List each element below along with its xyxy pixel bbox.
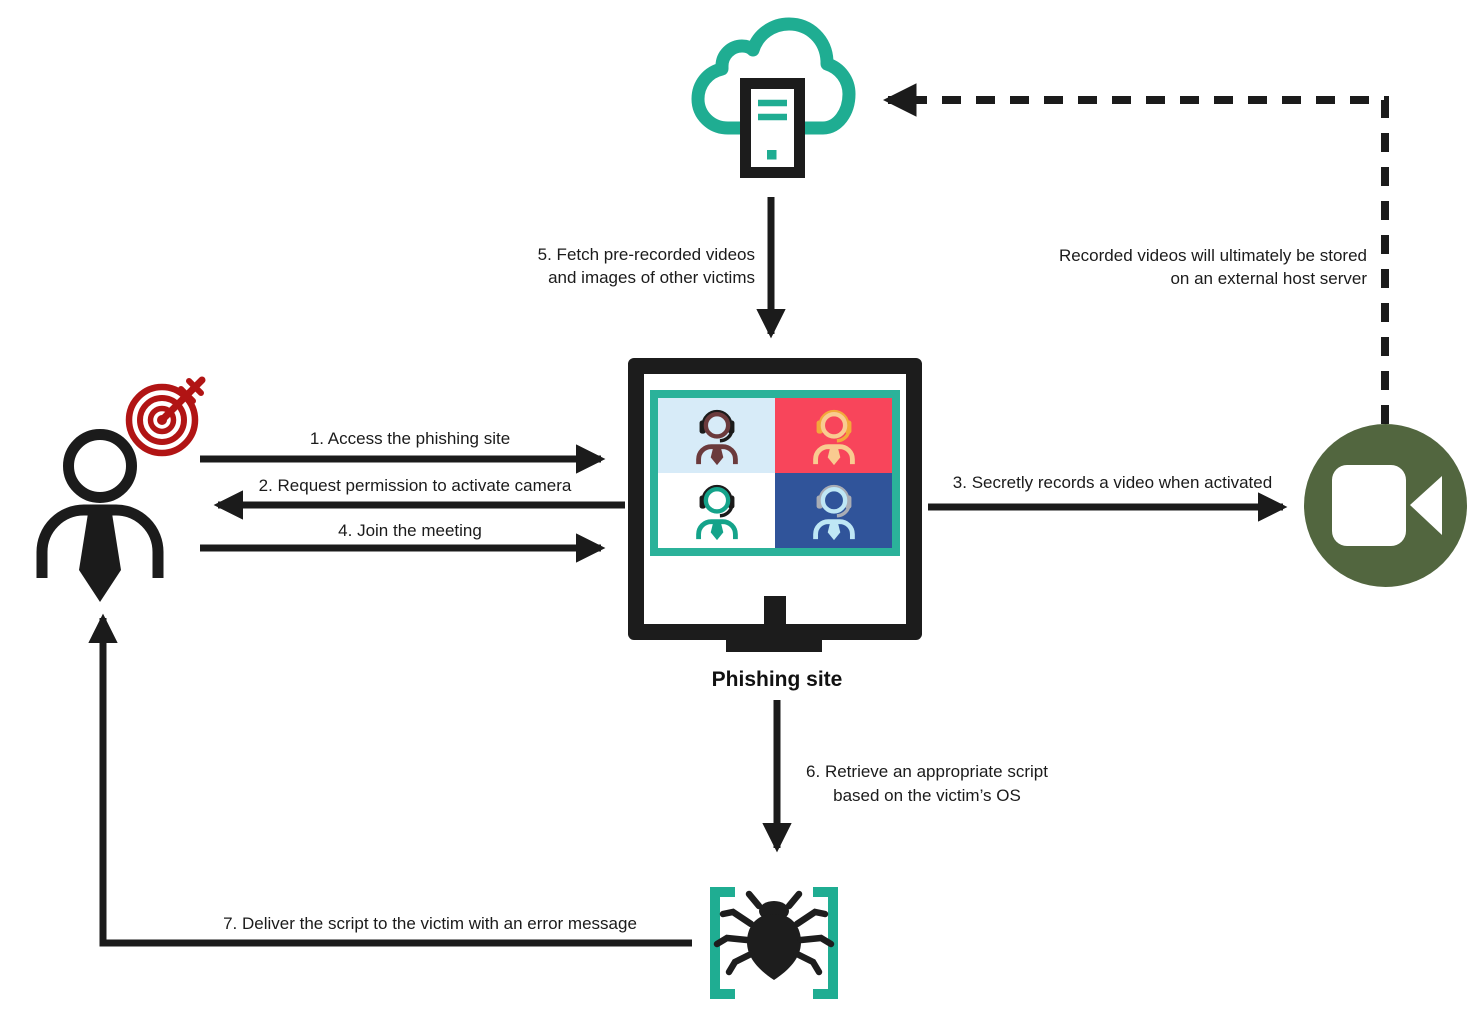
participant-tile-teal	[658, 473, 775, 548]
monitor-stand-base	[726, 632, 822, 652]
bug-body	[717, 894, 831, 980]
video-call-screen	[650, 390, 900, 556]
video-camera-glyph	[1304, 424, 1467, 587]
label-step6-line2: based on the victim’s OS	[833, 786, 1021, 805]
label-step7: 7. Deliver the script to the victim with an error message	[223, 914, 637, 933]
victim-tie	[79, 507, 121, 602]
label-step4: 4. Join the meeting	[338, 521, 482, 540]
label-step5	[538, 243, 755, 289]
participant-avatar-icon	[686, 477, 748, 545]
server-led	[767, 150, 777, 160]
participant-tile-lightblue	[775, 473, 892, 548]
cloud-server-icon	[688, 16, 856, 186]
participant-avatar-icon	[803, 402, 865, 470]
label-step5-line1: 5. Fetch pre-recorded videos	[537, 245, 755, 264]
label-step5-line2: and images of other victims	[548, 268, 755, 287]
participant-avatar-icon	[686, 402, 748, 470]
label-stored-line1: Recorded videos will ultimately be stored	[1058, 246, 1367, 265]
participant-avatar-icon	[803, 477, 865, 545]
label-step3: 3. Secretly records a video when activated	[952, 473, 1273, 492]
label-step6	[777, 760, 1077, 808]
label-step6-line1: 6. Retrieve an appropriate script	[806, 762, 1048, 781]
video-camera-icon	[1304, 424, 1467, 587]
monitor-stand-neck	[764, 596, 786, 634]
participant-tile-maroon	[658, 398, 775, 473]
phishing-site-title: Phishing site	[711, 668, 843, 691]
label-stored-note	[1059, 244, 1367, 290]
target-icon	[118, 374, 214, 466]
label-stored-line2: on an external host server	[1170, 269, 1367, 288]
arrow-step7-script-to-victim	[103, 618, 692, 943]
label-step2: 2. Request permission to activate camera	[258, 476, 572, 495]
malware-bug-icon	[703, 886, 845, 1004]
label-step1: 1. Access the phishing site	[309, 429, 511, 448]
participant-tile-orange	[775, 398, 892, 473]
